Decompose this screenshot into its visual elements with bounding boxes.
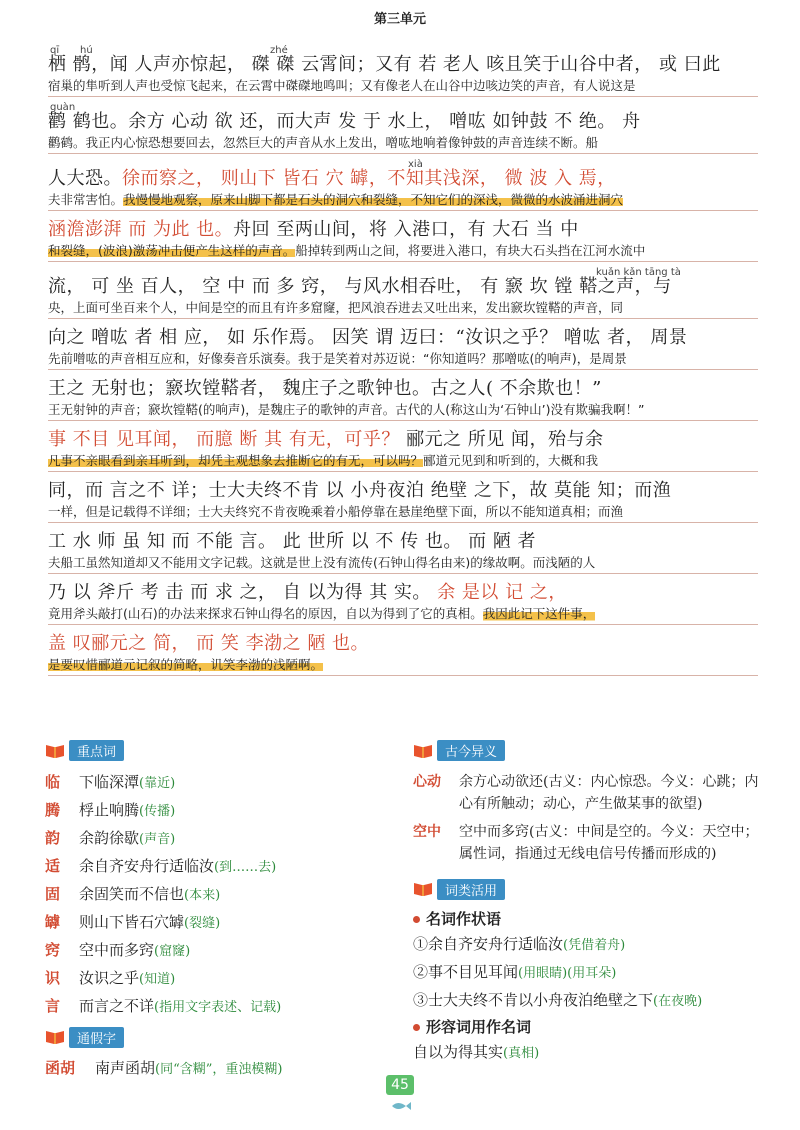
key-word: 识 bbox=[45, 968, 61, 987]
translation-text: 竟用斧头敲打(山石)的办法来探求石钟山得名的原因，自以为得到了它的真相。 bbox=[48, 606, 483, 621]
tongjia-item bbox=[45, 1055, 375, 1083]
key-word: 罅 bbox=[45, 912, 61, 931]
usage-note: (凭借着舟) bbox=[563, 938, 626, 953]
usage-text: ①余自齐安舟行适临汝 bbox=[413, 935, 564, 953]
original-line bbox=[48, 102, 758, 133]
pinyin: xià bbox=[408, 159, 423, 170]
example-text: 余自齐安舟行适临汝 bbox=[79, 856, 215, 875]
passage-row bbox=[48, 219, 758, 262]
usage-item bbox=[413, 987, 763, 1015]
page-number: 45 bbox=[386, 1075, 414, 1095]
passage-row bbox=[48, 429, 758, 472]
passage-row bbox=[48, 159, 758, 211]
key-word: 固 bbox=[45, 884, 61, 903]
pinyin: kuǎn kǎn tāng tà bbox=[596, 267, 681, 278]
original-text: 向之 噌吰 者 相 应， 如 乐作焉。 因笑 谓 迈曰：“汝识之乎？ 噌吰 者， 周景 bbox=[48, 327, 688, 348]
passage-row bbox=[48, 633, 758, 676]
original-text: 人大恐。 bbox=[48, 168, 122, 189]
usage-item bbox=[413, 931, 763, 959]
gujin-text: 空中而多窍(古义：中间是空的。今义：天空中；属性词，指通过无线电信号传播而形成的) bbox=[459, 823, 759, 862]
gujin-item bbox=[413, 771, 763, 815]
key-word-note: (声音) bbox=[139, 831, 176, 847]
key-word: 韵 bbox=[45, 828, 61, 847]
cilei-sub2: 形容词用作名词 bbox=[413, 1015, 763, 1039]
key-word-example bbox=[79, 937, 190, 965]
pinyin: hú bbox=[80, 45, 93, 56]
translation-line bbox=[48, 349, 758, 370]
book-icon bbox=[45, 1029, 65, 1045]
translation-text: 鹳鹤。我正内心惊恐想要回去，忽然巨大的声音从水上发出，噌吰地响着像钟鼓的声音连续不断。船 bbox=[48, 135, 599, 150]
key-word-example bbox=[79, 825, 175, 853]
translation-line bbox=[48, 400, 758, 421]
gujin-tag bbox=[413, 740, 505, 761]
key-word-item bbox=[45, 909, 375, 937]
key-word-example bbox=[79, 909, 220, 937]
usage-text: ③士大夫终不肯以小舟夜泊绝壁之下 bbox=[413, 991, 654, 1009]
passage-row bbox=[48, 582, 758, 625]
example-text: 则山下皆石穴罅 bbox=[79, 912, 185, 931]
original-highlight: 余 是以 记 之， bbox=[430, 582, 567, 603]
cilei-tag bbox=[413, 879, 505, 900]
original-text: 鹳 鹤也。余方 心动 欲 还，而大声 发 于 水上， 噌吰 如钟鼓 不 绝。 舟 bbox=[48, 111, 641, 132]
original-highlight: 盖 叹郦元之 简， 而 笑 李渤之 陋 也。 bbox=[48, 633, 370, 654]
usage-text: ②事不目见耳闻 bbox=[413, 963, 519, 981]
key-word: 适 bbox=[45, 856, 61, 875]
key-words-title: 重点词 bbox=[69, 740, 124, 761]
book-icon bbox=[413, 743, 433, 759]
key-word-item bbox=[45, 853, 375, 881]
book-icon bbox=[413, 881, 433, 897]
key-word-note: (本来) bbox=[184, 887, 221, 903]
translation-text: 一样，但是记载得不详细；士大夫终究不肯夜晚乘着小船停靠在悬崖绝壁下面，所以不能知道真相；而渔 bbox=[48, 504, 624, 519]
example-text: 汝识之乎 bbox=[79, 968, 140, 987]
fish-icon bbox=[390, 1100, 412, 1112]
key-word-item bbox=[45, 769, 375, 797]
example-text: 而言之不详 bbox=[79, 996, 155, 1015]
key-word-note: (窟窿) bbox=[154, 943, 191, 959]
key-word: 言 bbox=[45, 996, 61, 1015]
original-line bbox=[48, 267, 758, 298]
translation-text: 王无射钟的声音；窾坎镗鞳(的响声)，是魏庄子的歌钟的声音。古代的人(称这山为‘石钟山’)没有欺骗我啊！” bbox=[48, 402, 645, 417]
key-word: 腾 bbox=[45, 800, 61, 819]
translation-text: 央，上面可坐百来个人，中间是空的而且有许多窟窿，把风浪吞进去又吐出来，发出窾坎镗鞳的声音，同 bbox=[48, 300, 624, 315]
key-word-example bbox=[79, 965, 175, 993]
translation-text: 船掉转到两山之间，将要进入港口，有块大石头挡在江河水流中 bbox=[295, 243, 646, 258]
key-word-note: (裂缝) bbox=[184, 915, 221, 931]
key-word-item bbox=[45, 797, 375, 825]
key-word-item bbox=[45, 993, 375, 1021]
example-text: 余韵徐歇 bbox=[79, 828, 140, 847]
original-line bbox=[48, 480, 758, 502]
cilei-sub1: 名词作状语 bbox=[413, 907, 763, 931]
gujin-word: 空中 bbox=[413, 823, 441, 840]
translation-line bbox=[48, 451, 758, 472]
pinyin: zhé bbox=[270, 45, 288, 56]
usage-note: (用眼睛)(用耳朵) bbox=[518, 966, 617, 981]
example-text: 空中而多窍 bbox=[79, 940, 155, 959]
example-text: 桴止响腾 bbox=[79, 800, 140, 819]
translation-line bbox=[48, 76, 758, 97]
key-word-note: (传播) bbox=[139, 803, 176, 819]
original-line bbox=[48, 429, 758, 451]
passage-row bbox=[48, 480, 758, 523]
passage-row bbox=[48, 267, 758, 319]
tongjia-word: 函胡 bbox=[45, 1059, 76, 1077]
original-line bbox=[48, 159, 758, 190]
translation-line bbox=[48, 604, 758, 625]
passage-row bbox=[48, 327, 758, 370]
original-line bbox=[48, 45, 758, 76]
original-line bbox=[48, 582, 758, 604]
original-text: 郦元之 所见 闻，殆与余 bbox=[399, 429, 604, 450]
original-text: 流， 可 坐 百人， 空 中 而 多 窍， 与风水相吞吐， 有 窾 坎 镗 鞳之声，与 bbox=[48, 276, 672, 297]
gujin-word: 心动 bbox=[413, 773, 441, 790]
key-words-section bbox=[45, 740, 375, 1083]
usage-item bbox=[413, 959, 763, 987]
translation-text: 宿巢的隼听到人声也受惊飞起来，在云霄中磔磔地鸣叫；又有像老人在山谷中边咳边笑的声音，有人说这是 bbox=[48, 78, 636, 93]
key-words-tag bbox=[45, 740, 124, 761]
key-word-item bbox=[45, 825, 375, 853]
gujin-title: 古今异义 bbox=[437, 740, 505, 761]
translation-highlight: 我因此记下这件事， bbox=[482, 606, 596, 621]
original-text: 舟回 至两山间，将 入港口，有 大石 当 中 bbox=[233, 219, 579, 240]
translation-text: 夫非常害怕。 bbox=[48, 192, 124, 207]
tongjia-title: 通假字 bbox=[69, 1027, 124, 1048]
translation-text: 先前噌吰的声音相互应和，好像奏音乐演奏。我于是笑着对苏迈说：“你知道吗？那噌吰(的响声)，是周景 bbox=[48, 351, 627, 366]
tongjia-tag bbox=[45, 1027, 124, 1048]
key-word-item bbox=[45, 937, 375, 965]
usage-text: 自以为得其实 bbox=[413, 1043, 504, 1061]
original-highlight: 事 不目 见耳闻， 而臆 断 其 有无，可乎？ bbox=[48, 429, 400, 450]
passage bbox=[48, 40, 758, 684]
key-word-note: (到……去) bbox=[214, 859, 277, 875]
translation-line bbox=[48, 133, 758, 154]
pinyin: qī bbox=[50, 45, 60, 56]
bullet-icon bbox=[413, 1024, 420, 1031]
translation-line bbox=[48, 241, 758, 262]
pinyin: guàn bbox=[50, 102, 76, 113]
usage-item bbox=[413, 1039, 763, 1067]
original-text: 乃 以 斧斤 考 击 而 求 之， 自 以为得 其 实。 bbox=[48, 582, 431, 603]
original-text: 同，而 言之不 详；士大夫终不肯 以 小舟夜泊 绝壁 之下，故 莫能 知；而渔 bbox=[48, 480, 672, 501]
key-word-note: (知道) bbox=[139, 971, 176, 987]
translation-line bbox=[48, 298, 758, 319]
bullet-icon bbox=[413, 916, 420, 923]
example-text: 余固笑而不信也 bbox=[79, 884, 185, 903]
example-text: 南声函胡 bbox=[95, 1059, 156, 1077]
translation-highlight: 和裂缝，(波浪)激荡冲击便产生这样的声音。 bbox=[48, 243, 296, 258]
key-word-item bbox=[45, 881, 375, 909]
key-word-example bbox=[79, 993, 281, 1021]
cilei-title: 词类活用 bbox=[437, 879, 505, 900]
key-word-note: (指用文字表述、记载) bbox=[154, 999, 282, 1015]
translation-text: 夫船工虽然知道却又不能用文字记载。这就是世上没有流传(石钟山得名由来)的缘故啊。而浅陋的人 bbox=[48, 555, 596, 570]
original-line bbox=[48, 327, 758, 349]
key-word-example bbox=[79, 853, 276, 881]
translation-highlight: 凡事不亲眼看到亲耳听到，却凭主观想象去推断它的有无，可以吗？ bbox=[48, 453, 424, 468]
key-word-example bbox=[79, 881, 220, 909]
translation-line bbox=[48, 553, 758, 574]
original-line bbox=[48, 378, 758, 400]
example-text: 下临深潭 bbox=[79, 772, 140, 791]
key-word: 窍 bbox=[45, 940, 61, 959]
passage-row bbox=[48, 378, 758, 421]
original-line bbox=[48, 219, 758, 241]
gujin-item bbox=[413, 821, 763, 865]
book-icon bbox=[45, 743, 65, 759]
tongjia-note: (同“含糊”，重浊模糊) bbox=[155, 1062, 283, 1077]
unit-title: 第三单元 bbox=[373, 12, 426, 27]
translation-highlight: 我慢慢地观察，原来山脚下都是石头的洞穴和裂缝，不知它们的深浅，微微的水波涌进洞穴 bbox=[123, 192, 624, 207]
original-text: 王之 无射也；窾坎镗鞳者， 魏庄子之歌钟也。古之人( 不余欺也！” bbox=[48, 378, 602, 399]
usage-note: (在夜晚) bbox=[653, 994, 703, 1009]
translation-line bbox=[48, 190, 758, 211]
passage-row bbox=[48, 531, 758, 574]
translation-highlight: 是要叹惜郦道元记叙的简略，讥笑李渤的浅陋啊。 bbox=[48, 657, 324, 672]
translation-line bbox=[48, 502, 758, 523]
original-highlight: 徐而察之， 则山下 皆石 穴 罅，不知其浅深， 微 波 入 焉， bbox=[122, 168, 616, 189]
original-text: 工 水 师 虽 知 而 不能 言。 此 世所 以 不 传 也。 而 陋 者 bbox=[48, 531, 537, 552]
original-highlight: 涵澹澎湃 而 为此 也。 bbox=[48, 219, 234, 240]
tongjia-example bbox=[95, 1055, 282, 1083]
right-column bbox=[413, 740, 763, 1067]
key-word-item bbox=[45, 965, 375, 993]
original-text: 栖 鹘，闻 人声亦惊起， 磔 磔 云霄间；又有 若 老人 咳且笑于山谷中者， 或 曰此 bbox=[48, 54, 721, 75]
original-line bbox=[48, 531, 758, 553]
usage-note: (真相) bbox=[503, 1046, 540, 1061]
passage-row bbox=[48, 45, 758, 97]
gujin-text: 余方心动欲还(古义：内心惊恐。今义：心跳；内心有所触动；动心，产生做某事的欲望) bbox=[459, 773, 759, 812]
original-line bbox=[48, 633, 758, 655]
translation-text: 郦道元见到和听到的，大概和我 bbox=[423, 453, 599, 468]
key-word-example bbox=[79, 769, 175, 797]
key-word: 临 bbox=[45, 772, 61, 791]
translation-line bbox=[48, 655, 758, 676]
key-word-example bbox=[79, 797, 175, 825]
passage-row bbox=[48, 102, 758, 154]
key-word-note: (靠近) bbox=[139, 775, 176, 791]
